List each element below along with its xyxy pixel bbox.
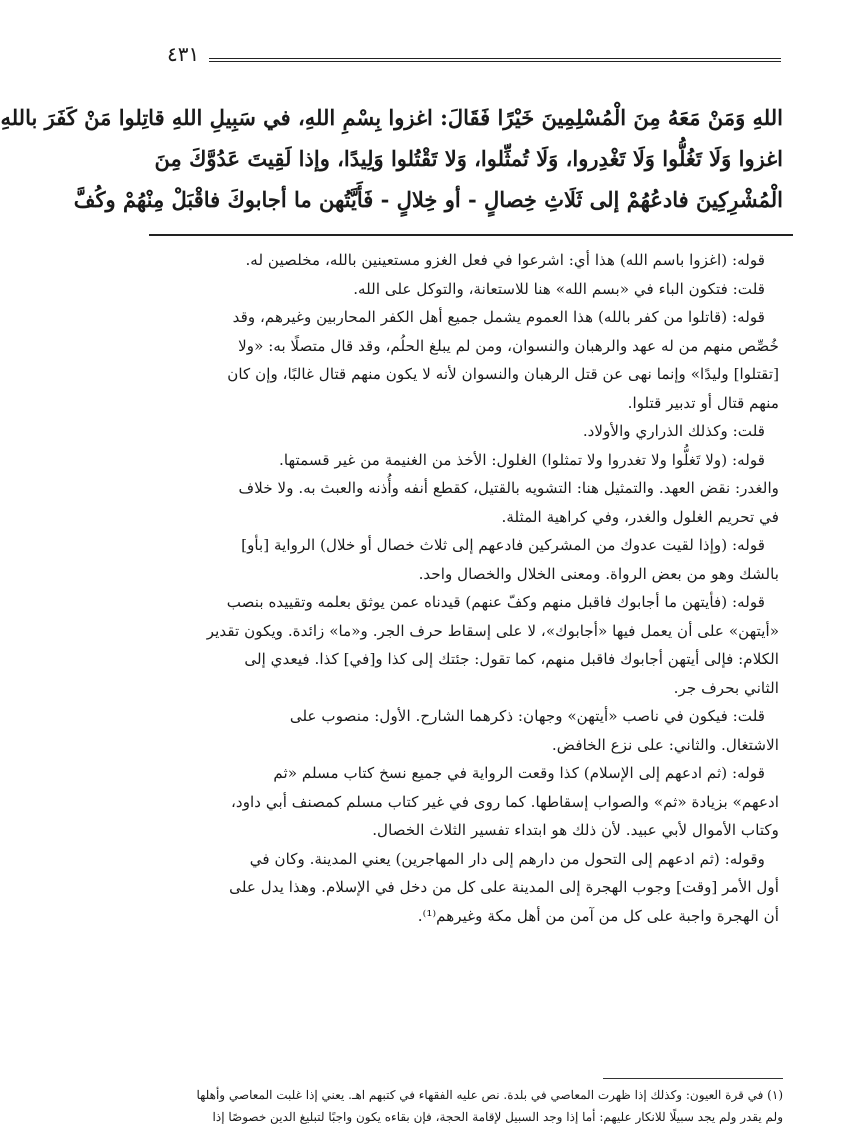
commentary-line: قوله: (وإذا لقيت عدوك من المشركين فادعهم إلى ثلاث خصال أو خلال) الرواية [بأو] bbox=[241, 536, 765, 554]
footnote-line: (١) في قرة العيون: وكذلك إذا ظهرت المعاصي في بلدة. نص عليه الفقهاء في كتبهم اهـ. يعني إذا غلبت المعاصي وأهلها bbox=[196, 1088, 783, 1102]
footnote bbox=[165, 1084, 783, 1128]
commentary-paragraph bbox=[165, 702, 779, 759]
commentary-paragraph bbox=[165, 417, 779, 446]
commentary-line: الاشتغال. والثاني: على نزع الخافض. bbox=[551, 735, 779, 754]
commentary-line: قوله: (اغزوا باسم الله) هذا أي: اشرعوا في فعل الغزو مستعينين بالله، مخلصين له. bbox=[245, 251, 765, 269]
commentary-line: الكلام: فإلى أيتهن أجابوك فاقبل منهم، كما تقول: جئتك إلى كذا و[في] كذا. فيعدي إلى bbox=[244, 650, 779, 668]
commentary-line: ادعهم» بزيادة «ثم» والصواب إسقاطها. كما روى في غير كتاب مسلم كمصنف أبي داود، bbox=[231, 792, 779, 811]
commentary-text bbox=[165, 246, 779, 930]
hadith-line: اللهِ وَمَنْ مَعَهُ مِنَ الْمُسْلِمِينَ خَيْرًا فَقَالَ: اغزوا بِسْمِ اللهِ، في سَبِيلِ اللهِ قاتِلوا مَنْ كَفَرَ باللهِ bbox=[0, 105, 783, 130]
commentary-line: منهم قتال أو تدبير قتلوا. bbox=[627, 393, 779, 412]
section-divider bbox=[149, 234, 793, 236]
commentary-line: وقوله: (ثم ادعهم إلى التحول من دارهم إلى دار المهاجرين) يعني المدينة. وكان في bbox=[249, 849, 765, 868]
commentary-paragraph bbox=[165, 845, 779, 931]
commentary-line: في تحريم الغلول والغدر، وفي كراهية المثلة. bbox=[501, 507, 779, 526]
hadith-line: اغزوا وَلَا تَغُلُّوا وَلَا تَغْدِروا، وَلَا تُمثِّلوا، وَلا تَقْتُلوا وَلِيدًا، وإذا لَقِيتَ عَدُوَّكَ مِنَ bbox=[154, 146, 783, 171]
hadith-line: الْمُشْرِكِينَ فادعُهُمْ إلى ثَلَاثِ خِصالٍ - أو خِلالٍ - فَأَيَّتُهن ما أجابوكَ فاقْبَلْ مِنْهُمْ وكُفَّ bbox=[73, 187, 783, 212]
commentary-line: أن الهجرة واجبة على كل من آمن من أهل مكة وغيرهم⁽¹⁾. bbox=[417, 906, 779, 925]
commentary-line: خُصِّص منهم من له عهد والرهبان والنسوان، ومن لم يبلغ الحلُم، وقد قال متصلًا به: «ولا bbox=[238, 336, 779, 355]
commentary-line: قوله: (قاتلوا من كفر بالله) هذا العموم يشمل جميع أهل الكفر المحاربين وغيرهم، وقد bbox=[232, 308, 765, 326]
page-header bbox=[167, 42, 781, 70]
commentary-line: [تقتلوا] وليدًا» وإنما نهى عن قتل الرهبان والنسوان لأنه لا يكون منهم قتال غالبًا، وإن كان bbox=[227, 365, 779, 383]
commentary-line: والغدر: نقض العهد. والتمثيل هنا: التشويه بالقتيل، كقطع أنفه وأُذنه والعبث به. ولا خلاف bbox=[238, 479, 779, 497]
commentary-line: قوله: (ثم ادعهم إلى الإسلام) كذا وقعت الرواية في جميع نسخ كتاب مسلم «ثم bbox=[273, 764, 765, 782]
commentary-paragraph bbox=[165, 588, 779, 702]
hadith-text bbox=[0, 97, 783, 220]
page-number: ٤٣١ bbox=[167, 42, 200, 66]
commentary-line: وكتاب الأموال لأبي عبيد. لأن ذلك هو ابتداء تفسير الثلاث الخصال. bbox=[372, 821, 779, 839]
commentary-line: قوله: (ولا تَغلُّوا ولا تغدروا ولا تمثلوا) الغلول: الأخذ من الغنيمة من غير قسمتها. bbox=[279, 450, 765, 469]
commentary-paragraph bbox=[165, 303, 779, 417]
footnote-line: ولم يقدر ولم يجد سبيلًا للانكار عليهم: أما إذا وجد السبيل لإقامة الحجة، فإن بقاءه يكون واجبًا لتبليغ الدين خصوصًا إذا bbox=[212, 1110, 783, 1124]
commentary-line: أول الأمر [وقت] وجوب الهجرة إلى المدينة على كل من دخل في الإسلام. وهذا يدل على bbox=[229, 878, 779, 896]
commentary-paragraph bbox=[165, 246, 779, 275]
commentary-line: بالشك وهو من بعض الرواة. ومعنى الخلال والخصال واحد. bbox=[418, 564, 779, 583]
commentary-line: قلت: فيكون في ناصب «أيتهن» وجهان: ذكرهما الشارح. الأول: منصوب على bbox=[289, 707, 765, 725]
commentary-line: الثاني بحرف جر. bbox=[673, 678, 779, 697]
commentary-line: قوله: (فأيتهن ما أجابوك فاقبل منهم وكفّ عنهم) قيدناه عمن يوثق بعلمه وتقييده بنصب bbox=[226, 593, 765, 611]
commentary-line: قلت: وكذلك الذراري والأولاد. bbox=[582, 422, 765, 440]
commentary-paragraph bbox=[165, 759, 779, 845]
commentary-paragraph bbox=[165, 275, 779, 304]
header-rule bbox=[209, 58, 781, 62]
commentary-paragraph bbox=[165, 531, 779, 588]
commentary-line: «أيتهن» على أن يعمل فيها «أجابوك»، لا على إسقاط حرف الجر. و«ما» زائدة. ويكون تقدير bbox=[206, 621, 779, 640]
commentary-line: قلت: فتكون الباء في «بسم الله» هنا للاستعانة، والتوكل على الله. bbox=[353, 279, 765, 298]
commentary-paragraph bbox=[165, 446, 779, 532]
footnote-rule bbox=[603, 1078, 783, 1079]
